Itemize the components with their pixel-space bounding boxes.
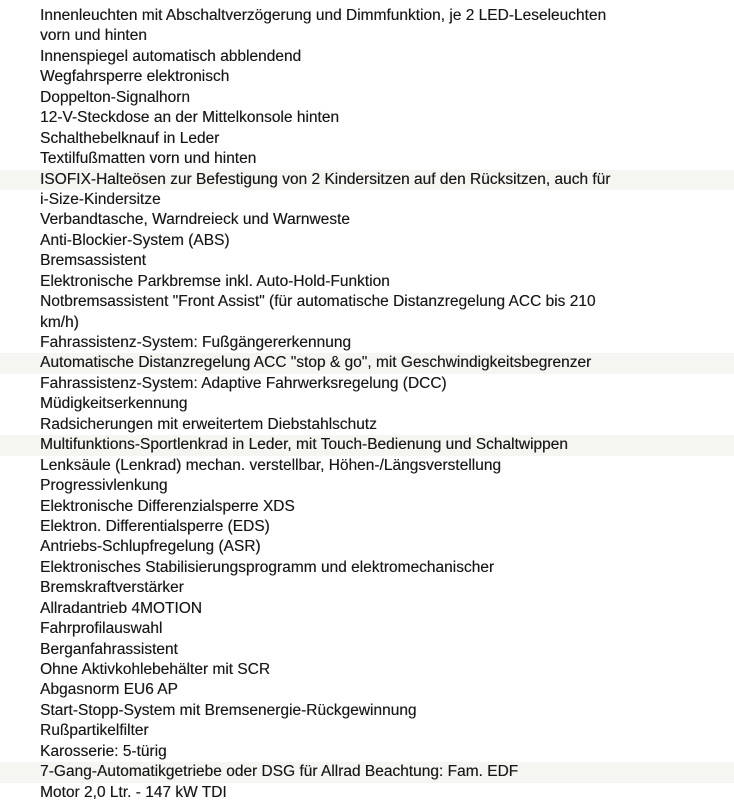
text-line: Antriebs-Schlupfregelung (ASR) [40, 538, 261, 556]
text-line: Elektron. Differentialsperre (EDS) [40, 517, 270, 535]
text-line: Elektronische Differenzialsperre XDS [40, 497, 295, 515]
text-line: Bremskraftverstärker [40, 579, 184, 597]
text-line: Karosserie: 5-türig [40, 742, 167, 760]
text-line: Fahrassistenz-System: Adaptive Fahrwerksregelung (DCC) [40, 374, 447, 392]
text-line: Rußpartikelfilter [40, 722, 149, 740]
text-line: Verbandtasche, Warndreieck und Warnweste [40, 211, 350, 229]
text-line: Ohne Aktivkohlebehälter mit SCR [40, 661, 271, 678]
text-line: Schalthebelknauf in Leder [40, 129, 220, 147]
text-line: Automatische Distanzregelung ACC "stop & go", mit Geschwindigkeitsbegrenzer [0, 353, 734, 373]
text-line: Start-Stopp-System mit Bremsenergie-Rückgewinnung [40, 701, 417, 719]
text-line: vorn und hinten [40, 27, 147, 45]
text-line: Doppelton-Signalhorn [40, 88, 190, 106]
text-line: Abgasnorm EU6 AP [40, 681, 178, 699]
text-line: Berganfahrassistent [40, 640, 178, 658]
text-line: Motor 2,0 Ltr. - 147 kW TDI [40, 783, 227, 801]
text-line: Innenspiegel automatisch abblendend [40, 47, 302, 65]
text-line: Fahrassistenz-System: Fußgängererkennung [40, 334, 352, 351]
text-line: 12-V-Steckdose an der Mittelkonsole hinten [40, 109, 339, 127]
text-line: ISOFIX-Halteösen zur Befestigung von 2 Kindersitzen auf den Rücksitzen, auch für [0, 170, 734, 190]
text-line: Elektronisches Stabilisierungsprogramm und elektromechanischer [40, 558, 495, 576]
text-line: km/h) [40, 313, 79, 331]
text-line: Multifunktions-Sportlenkrad in Leder, mit Touch-Bedienung und Schaltwippen [0, 435, 734, 455]
text-line: Müdigkeitserkennung [40, 395, 188, 413]
text-line: Textilfußmatten vorn und hinten [40, 150, 257, 168]
text-line: Anti-Blockier-System (ABS) [40, 231, 230, 249]
text-line: Radsicherungen mit erweitertem Diebstahlschutz [40, 415, 377, 433]
text-line: Wegfahrsperre elektronisch [40, 68, 230, 86]
text-line: Bremsassistent [40, 252, 146, 270]
text-line: i-Size-Kindersitze [40, 190, 161, 208]
text-line: Allradantrieb 4MOTION [40, 599, 202, 617]
text-line: Progressivlenkung [40, 477, 168, 495]
text-line: 7-Gang-Automatikgetriebe oder DSG für Allrad Beachtung: Fam. EDF [0, 762, 734, 782]
text-line: Lenksäule (Lenkrad) mechan. verstellbar, Höhen-/Längsverstellung [40, 456, 501, 474]
text-line: Fahrprofilauswahl [40, 620, 163, 638]
text-line: Innenleuchten mit Abschaltverzögerung und Dimmfunktion, je 2 LED-Leseleuchten [40, 7, 607, 24]
text-line: Elektronische Parkbremse inkl. Auto-Hold-Funktion [40, 272, 390, 290]
document-page [40, 6, 734, 803]
text-line: Notbremsassistent "Front Assist" (für automatische Distanzregelung ACC bis 210 [40, 293, 596, 311]
